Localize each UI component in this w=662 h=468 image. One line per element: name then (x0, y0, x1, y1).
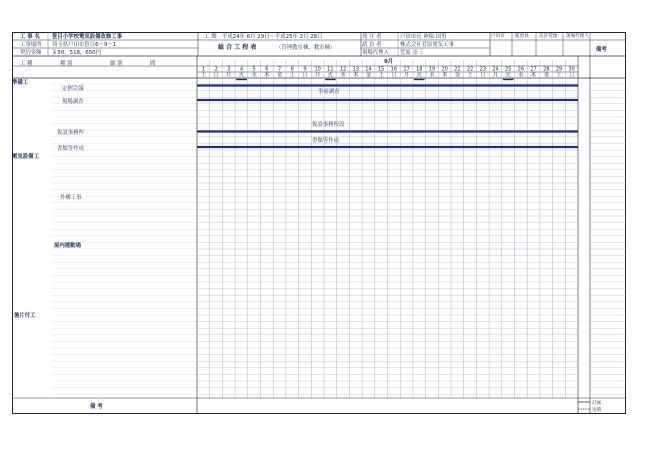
row-item-temp-office: 仮設事務所 (57, 130, 84, 136)
day-number: 12 (339, 66, 347, 73)
location: 埼玉県戸田市笹目6－9－1 (52, 42, 117, 48)
col-period-label: 間 (150, 61, 156, 67)
day-number: 22 (466, 66, 474, 73)
legend-actual: 実績 (592, 408, 602, 413)
weekday-label: 日 (213, 72, 219, 79)
day-number: 21 (454, 66, 461, 73)
day-number: 5 (252, 66, 256, 73)
contract-amount: ￥50，518，650円 (52, 50, 102, 56)
weekday-label: 水 (251, 72, 257, 79)
day-number: 27 (530, 66, 537, 73)
orderer: 戸田市長 神保 国男 (400, 34, 447, 40)
weekday-label: 火 (505, 72, 511, 79)
weekday-label: 火 (327, 72, 334, 79)
period: 平成24年 6月 29日～平成25年 2月 28日 (222, 34, 323, 40)
weekday-label: 木 (264, 72, 270, 79)
weekday-label: 木 (353, 72, 359, 79)
bar-label-temp-office: 仮設事務所設 (312, 122, 345, 128)
day-number: 24 (492, 66, 499, 73)
day-number: 17 (403, 66, 410, 73)
day-number: 20 (441, 66, 448, 73)
bar-label-pre-survey: 事前調査 (318, 89, 340, 95)
day-number: 14 (365, 66, 372, 73)
site-agent: 菅原 崇三 (400, 50, 424, 56)
day-number: 11 (327, 66, 334, 73)
day-number: 26 (517, 66, 525, 73)
weekday-label: 金 (365, 72, 372, 79)
project-name-label: 工 事 名 (20, 34, 40, 40)
schedule-subtitle: （管理教室棟、教室棟） (276, 45, 336, 51)
month-label: 9月 (384, 59, 394, 65)
day-number: 3 (227, 66, 231, 73)
weekday-label: 火 (416, 72, 422, 79)
legend-plan: 計画 (592, 401, 602, 406)
row-item-survey: 現場調査 (62, 99, 84, 105)
weekday-label: 日 (302, 72, 308, 79)
weekday-label: 水 (340, 72, 346, 79)
day-number: 2 (214, 66, 218, 73)
project-name: 笹目小学校電気設備改修工事 (52, 34, 123, 40)
day-number: 4 (239, 66, 244, 73)
weekday-label: 金 (454, 72, 461, 79)
row-item-exterior: 外構工事 (60, 195, 82, 201)
day-number: 9 (303, 66, 307, 73)
day-number: 19 (428, 66, 436, 73)
weekday-label: 土 (556, 72, 562, 79)
weekday-label: 月 (226, 72, 232, 79)
schedule-title: 総 合 工 程 表 (218, 44, 257, 51)
day-number: 16 (390, 66, 398, 73)
weekday-label: 水 (429, 72, 435, 79)
bar-label-documents: 書類等作成 (312, 138, 339, 144)
site-agent-label: 現場代理人 (362, 50, 389, 56)
weekday-label: 金 (543, 72, 549, 79)
day-number: 23 (479, 66, 486, 73)
stamp-box-supervisor: 監督員 (515, 34, 529, 39)
row-category-electrical: 電気設備工 (12, 154, 39, 160)
weekday-label: 月 (314, 72, 321, 79)
weekday-label: 土 (467, 72, 473, 79)
footer-remarks: 備 考 (90, 404, 103, 410)
day-number: 1 (201, 66, 205, 73)
day-number: 29 (555, 66, 563, 73)
weekday-label: 土 (378, 72, 384, 79)
day-number: 13 (352, 66, 359, 73)
weekday-label: 土 (200, 72, 207, 79)
row-category-cleanup: 後片付工 (14, 313, 36, 319)
weekday-label: 日 (391, 72, 397, 79)
stamp-box-city: 戸田市 (491, 34, 505, 39)
day-number: 8 (290, 66, 294, 73)
col-detail-label: 細 別 (110, 61, 123, 67)
location-label: 工事場所 (20, 42, 42, 48)
weekday-label: 火 (238, 72, 245, 79)
col-type-label: 種 別 (60, 61, 73, 67)
remarks-header: 備考 (596, 47, 607, 53)
weekday-label: 金 (276, 72, 283, 79)
weekday-label: 月 (403, 72, 410, 79)
weekday-label: 土 (289, 72, 295, 79)
day-number: 18 (416, 66, 423, 73)
day-number: 10 (314, 66, 321, 73)
day-number: 7 (277, 66, 282, 73)
weekday-label: 水 (518, 72, 524, 79)
day-number: 28 (543, 66, 550, 73)
weekday-label: 日 (568, 72, 575, 79)
day-number: 15 (377, 66, 385, 73)
contractor-label: 請 負 者 (362, 42, 382, 48)
weekday-label: 日 (480, 72, 486, 79)
row-item-documents: 書類等作成 (57, 146, 84, 152)
orderer-label: 発 注 者 (362, 34, 382, 40)
row-item-meeting: 定例会議 (62, 86, 84, 92)
period-label: 工 期 (204, 34, 217, 40)
weekday-label: 月 (492, 72, 499, 79)
stamp-box-agent: 現場代理人 (566, 34, 589, 39)
stamp-box-design: 設計管理 (539, 34, 558, 39)
day-number: 30 (568, 66, 575, 73)
day-number: 25 (504, 66, 512, 73)
contractor: 株式会社菅原電気工事 (400, 42, 454, 48)
weekday-label: 木 (530, 72, 537, 79)
row-category-prep: 準備工 (12, 80, 29, 86)
day-number: 6 (265, 66, 269, 73)
row-item-gym: 屋内運動場 (54, 243, 81, 249)
col-work-label: 工 種 (20, 61, 33, 67)
contract-label: 契約金額 (20, 50, 42, 56)
weekday-label: 木 (441, 72, 448, 79)
